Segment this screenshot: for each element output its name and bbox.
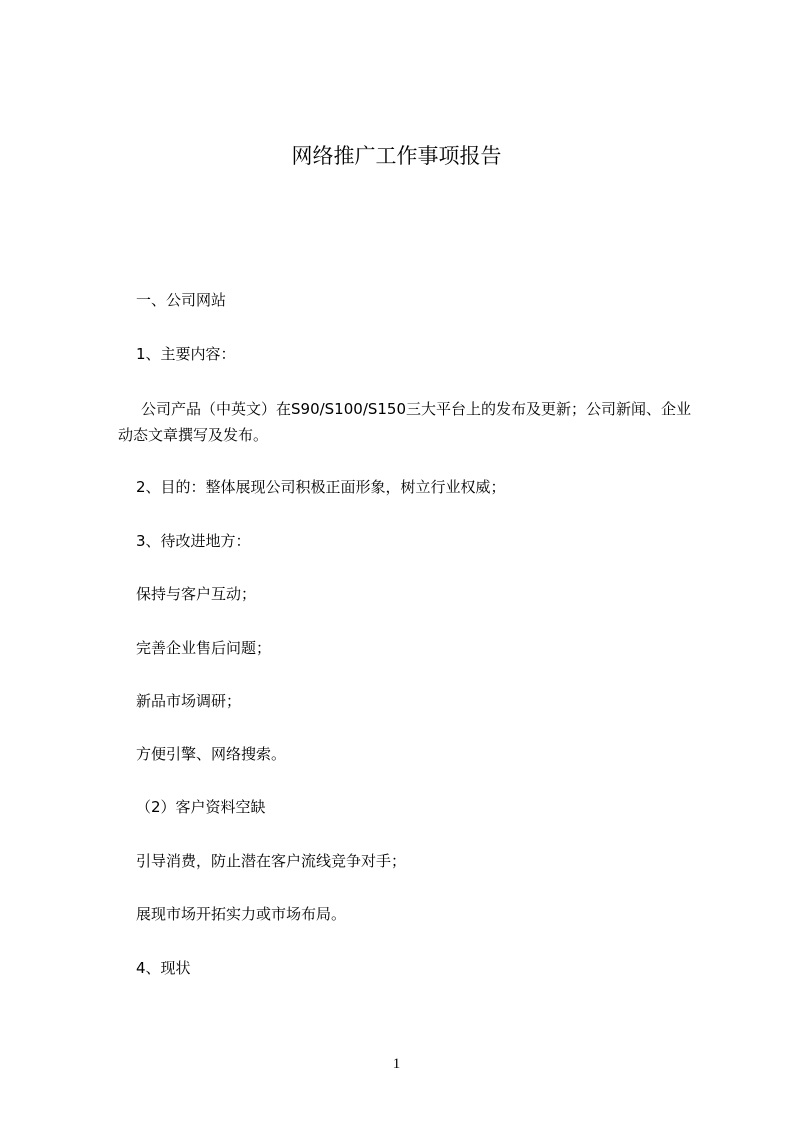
improvement-item-interaction: 保持与客户互动； [136, 585, 257, 603]
improvement-item-search: 方便引擎、网络搜索。 [136, 745, 287, 763]
guide-consumption-line: 引导消费，防止潜在客户流线竞争对手； [136, 852, 407, 870]
status-heading: 4、现状 [136, 959, 191, 977]
purpose-line: 2、目的：整体展现公司积极正面形象，树立行业权威； [136, 478, 506, 496]
main-content-paragraph: 公司产品（中英文）在S90/S100/S150三大平台上的发布及更新；公司新闻、企业动态文章撰写及发布。 [118, 400, 692, 444]
improvement-heading: 3、待改进地方： [136, 532, 251, 550]
customer-data-gap-heading: （2）客户资料空缺 [136, 798, 266, 816]
page-number: 1 [392, 1056, 401, 1072]
section-heading-company-website: 一、公司网站 [136, 291, 227, 309]
market-expansion-line: 展现市场开拓实力或市场布局。 [136, 905, 347, 923]
improvement-item-after-sales: 完善企业售后问题； [136, 639, 272, 657]
document-title: 网络推广工作事项报告 [291, 144, 502, 168]
main-content-heading: 1、主要内容： [136, 345, 236, 363]
improvement-item-market-research: 新品市场调研； [136, 692, 242, 710]
